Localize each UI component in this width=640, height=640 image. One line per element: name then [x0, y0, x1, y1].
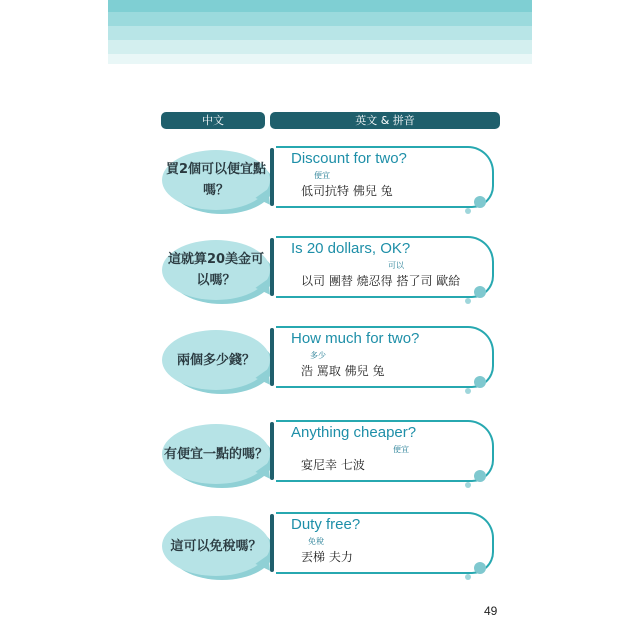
phrase-row — [0, 420, 640, 500]
english-phrase: Anything cheaper? — [291, 424, 417, 441]
phrase-row — [0, 236, 640, 316]
column-header-chinese: 中文 — [161, 112, 265, 129]
pronunciation-guide: 低司抗特 佛兒 兔 — [301, 184, 393, 198]
decorative-dot — [474, 376, 486, 388]
word-gloss: 便宜 — [314, 171, 330, 180]
decorative-dot — [465, 482, 471, 488]
decorative-dot — [465, 208, 471, 214]
decorative-dot — [474, 286, 486, 298]
chinese-phrase: 這就算20美金可以嗎？ — [167, 252, 265, 288]
phrase-row — [0, 326, 640, 406]
wave-band — [108, 0, 532, 12]
card-accent-bar — [270, 328, 274, 386]
chinese-phrase: 買2個可以便宜點嗎？ — [165, 162, 267, 198]
word-gloss: 免稅 — [308, 537, 324, 546]
wave-band — [108, 12, 532, 26]
pronunciation-guide: 浩 罵取 佛兒 兔 — [301, 364, 385, 378]
pronunciation-guide: 丟梯 夫力 — [301, 550, 353, 564]
card-accent-bar — [270, 514, 274, 572]
decorative-dot — [465, 298, 471, 304]
english-phrase: How much for two? — [291, 330, 420, 347]
english-phrase: Is 20 dollars, OK? — [291, 240, 411, 257]
decorative-dot — [474, 562, 486, 574]
decorative-dot — [465, 574, 471, 580]
phrase-row — [0, 146, 640, 226]
pronunciation-guide: 以司 團替 燒忍得 搭了司 歐給 — [301, 274, 461, 288]
decorative-dot — [465, 388, 471, 394]
wave-band — [108, 54, 532, 64]
decorative-dot — [474, 196, 486, 208]
chinese-phrase: 有便宜一點的嗎？ — [164, 446, 269, 462]
chinese-phrase: 兩個多少錢？ — [176, 352, 255, 368]
card-accent-bar — [270, 238, 274, 296]
english-phrase: Discount for two? — [291, 150, 407, 167]
pronunciation-guide: 宴尼幸 七波 — [301, 458, 365, 472]
card-accent-bar — [270, 148, 274, 206]
wave-band — [108, 26, 532, 40]
chinese-phrase: 這可以免稅嗎？ — [170, 538, 262, 554]
card-accent-bar — [270, 422, 274, 480]
word-gloss: 便宜 — [393, 445, 409, 454]
word-gloss: 多少 — [310, 351, 326, 360]
phrase-row — [0, 512, 640, 592]
page-number: 49 — [484, 604, 498, 618]
column-header-english-pinyin: 英文 & 拼音 — [270, 112, 500, 129]
decorative-dot — [474, 470, 486, 482]
english-phrase: Duty free? — [291, 516, 361, 533]
wave-band — [108, 40, 532, 54]
word-gloss: 可以 — [388, 261, 404, 270]
